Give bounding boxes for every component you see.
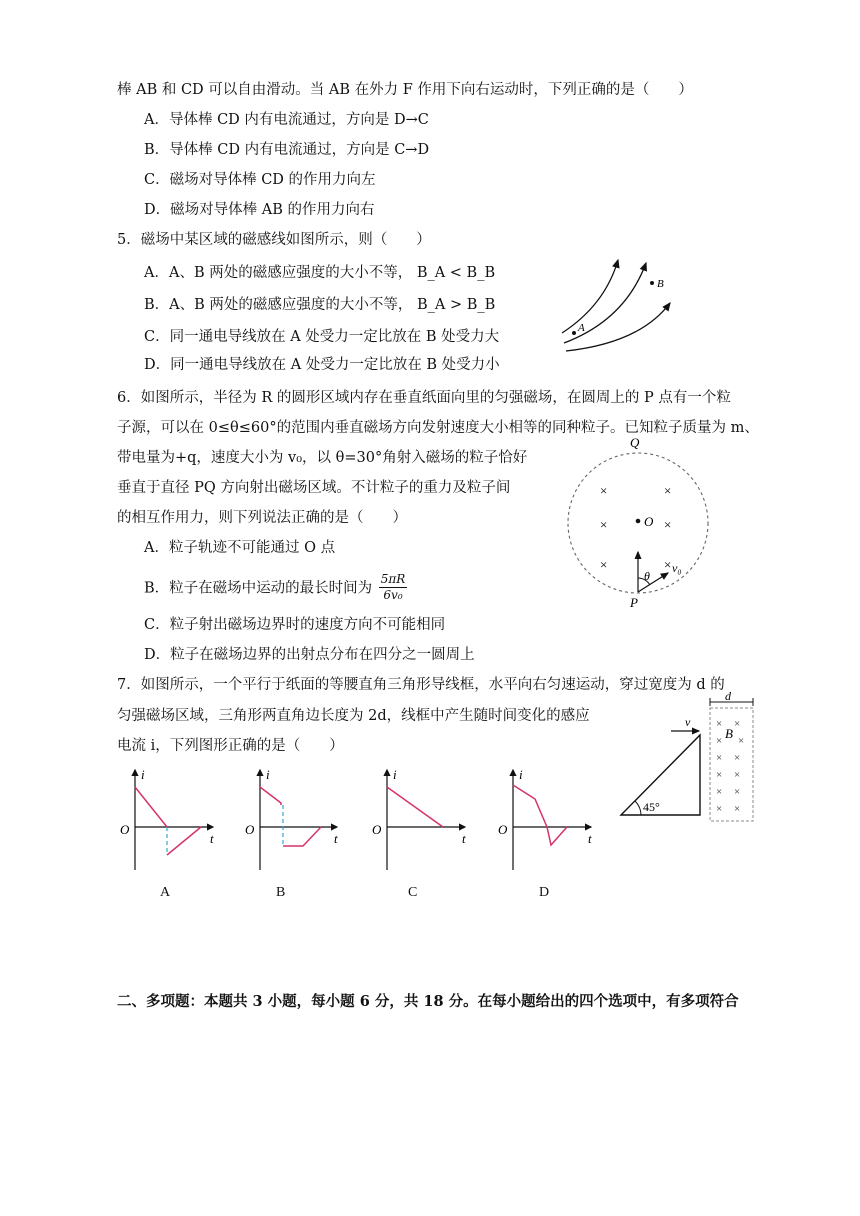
q6-option-b-fraction [379, 572, 408, 603]
graph-d [498, 767, 592, 870]
svg-text:t: t [588, 831, 592, 846]
svg-text:t: t [334, 831, 338, 846]
point-b-label: B [657, 278, 664, 290]
graph-a [120, 767, 214, 870]
q4-option-d: D．磁场对导体棒 AB 的作用力向右 [144, 202, 375, 218]
field-mark: × [600, 517, 608, 532]
velocity-arrow [638, 573, 668, 592]
point-a-label: A [578, 322, 585, 334]
svg-text:i: i [266, 767, 270, 782]
field-mark: × [600, 557, 608, 572]
point-p-label: P [630, 595, 638, 610]
q5-stem: 5．磁场中某区域的磁感线如图所示，则（ ） [117, 232, 431, 248]
field-line-2 [564, 263, 646, 343]
graph-c [372, 767, 466, 870]
triangle-frame [621, 735, 700, 815]
q6-option-a: A．粒子轨迹不可能通过 O 点 [144, 540, 336, 556]
svg-text:×: × [734, 786, 741, 798]
q6-option-c: C．粒子射出磁场边界时的速度方向不可能相同 [144, 617, 446, 633]
point-q-label: Q [630, 435, 640, 450]
theta-label: θ [644, 569, 650, 583]
svg-text:O: O [498, 822, 508, 837]
q4-option-a: A．导体棒 CD 内有电流通过，方向是 D→C [144, 112, 429, 128]
q6-stem-line-2: 子源，可以在 0≤θ≤60°的范围内垂直磁场方向发射速度大小相等的同种粒子。已知粒子质量为 m、 [117, 420, 759, 436]
point-a-dot [572, 331, 576, 335]
svg-text:i: i [393, 767, 397, 782]
svg-text:×: × [716, 718, 723, 730]
q7-current-graphs [115, 765, 625, 880]
q7-stem-line-2: 匀强磁场区域，三角形两直角边长度为 2d，线框中产生随时间变化的感应 [117, 708, 590, 724]
svg-text:O: O [372, 822, 382, 837]
q7-triangle-field-figure [615, 690, 765, 825]
svg-text:×: × [734, 752, 741, 764]
v0-label: v₀ [672, 561, 682, 575]
graph-choice-a: A [160, 885, 171, 900]
svg-text:×: × [716, 769, 723, 781]
svg-text:O: O [245, 822, 255, 837]
width-label: d [725, 690, 731, 703]
section-2-heading: 二、多项题：本题共 3 小题，每小题 6 分，共 18 分。在每小题给出的四个选项中，有多项符合 [117, 993, 739, 1010]
svg-text:t: t [462, 831, 466, 846]
q5-option-b: B．A、B 两处的磁感应强度的大小不等， B_A > B_B [144, 297, 496, 313]
velocity-label: v [685, 715, 691, 729]
field-mark: × [600, 483, 608, 498]
q6-option-b-text: B．粒子在磁场中运动的最长时间为 [144, 580, 373, 597]
field-mark: × [664, 483, 672, 498]
q4-option-b: B．导体棒 CD 内有电流通过，方向是 C→D [144, 142, 430, 158]
fraction-numerator: 5πR [380, 572, 406, 586]
svg-text:O: O [120, 822, 130, 837]
q6-stem-line-3: 带电量为+q，速度大小为 v₀，以 θ=30°角射入磁场的粒子恰好 [117, 450, 528, 466]
field-line-1 [562, 260, 618, 333]
q5-option-a: A．A、B 两处的磁感应强度的大小不等， B_A < B_B [144, 265, 496, 281]
field-mark: × [664, 517, 672, 532]
center-o-dot [636, 519, 641, 524]
graph-choice-c: C [408, 885, 418, 900]
svg-text:×: × [734, 769, 741, 781]
graph-choice-d: D [539, 885, 550, 900]
q5-option-c: C．同一通电导线放在 A 处受力一定比放在 B 处受力大 [144, 329, 500, 345]
q5-option-d: D．同一通电导线放在 A 处受力一定比放在 B 处受力小 [144, 357, 500, 373]
svg-text:×: × [734, 803, 741, 815]
svg-text:×: × [716, 752, 723, 764]
svg-text:i: i [519, 767, 523, 782]
svg-text:i: i [141, 767, 145, 782]
q6-stem-line-4: 垂直于直径 PQ 方向射出磁场区域。不计粒子的重力及粒子间 [117, 480, 511, 496]
graph-b [245, 767, 338, 870]
graph-choice-b: B [276, 885, 286, 900]
svg-text:×: × [716, 735, 723, 747]
point-o-label: O [644, 514, 654, 529]
field-mark: × [664, 557, 672, 572]
point-b-dot [650, 281, 654, 285]
q6-option-d: D．粒子在磁场边界的出射点分布在四分之一圆周上 [144, 647, 475, 663]
field-label: B [725, 726, 733, 741]
fraction-denominator: 6v₀ [383, 588, 403, 602]
svg-text:×: × [734, 718, 741, 730]
q5-field-lines-figure [550, 255, 680, 355]
q7-stem-line-3: 电流 i，下列图形正确的是（ ） [117, 738, 344, 754]
svg-text:t: t [210, 831, 214, 846]
q4-option-c: C．磁场对导体棒 CD 的作用力向左 [144, 172, 376, 188]
svg-text:×: × [738, 735, 745, 747]
q6-option-b [144, 573, 407, 604]
svg-text:×: × [716, 786, 723, 798]
angle-label: 45° [643, 800, 660, 814]
q6-circle-field-figure [560, 432, 720, 612]
q6-stem-line-5: 的相互作用力，则下列说法正确的是（ ） [117, 510, 407, 526]
angle-arc [635, 801, 641, 815]
q7-stem-line-1: 7．如图所示，一个平行于纸面的等腰直角三角形导线框，水平向右匀速运动，穿过宽度为 d 的 [117, 677, 725, 693]
svg-text:×: × [716, 803, 723, 815]
q4-stem-tail: 棒 AB 和 CD 可以自由滑动。当 AB 在外力 F 作用下向右运动时，下列正确的是（ ） [117, 82, 693, 98]
q6-stem-line-1: 6．如图所示，半径为 R 的圆形区域内存在垂直纸面向里的匀强磁场，在圆周上的 P 点有一个粒 [117, 390, 731, 406]
